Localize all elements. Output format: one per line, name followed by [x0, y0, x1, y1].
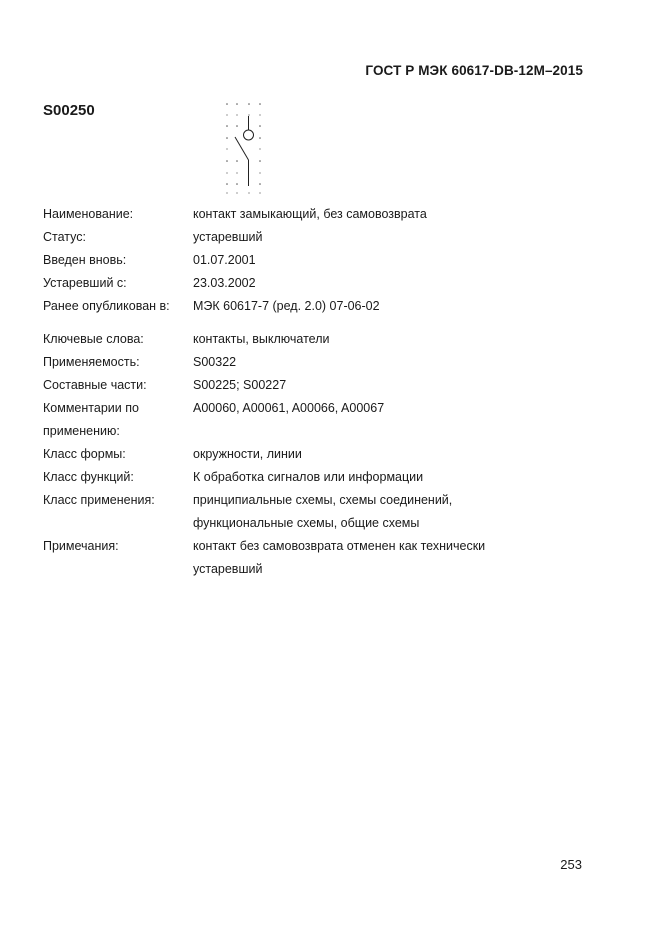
field-value: МЭК 60617-7 (ред. 2.0) 07-06-02 — [193, 299, 380, 313]
field-value: К обработка сигналов или информации — [193, 470, 424, 484]
field-label: Ранее опубликован в: — [43, 299, 170, 313]
field-row-application-class — [43, 489, 603, 512]
field-value: 23.03.2002 — [193, 276, 256, 290]
field-label: Применяемость: — [43, 355, 140, 369]
make-contact-symbol-icon — [215, 95, 270, 200]
field-value: A00060, A00061, A00066, A00067 — [193, 401, 385, 415]
field-label: Комментарии по — [43, 401, 139, 415]
field-value: устаревший — [193, 230, 263, 244]
field-label — [43, 512, 193, 535]
field-value: устаревший — [193, 562, 263, 576]
field-label: Наименование: — [43, 207, 134, 221]
symbol-properties — [43, 203, 603, 581]
field-label: применению: — [43, 424, 120, 438]
field-value — [193, 420, 603, 443]
field-label: Класс формы: — [43, 447, 126, 461]
field-value: окружности, линии — [193, 447, 302, 461]
field-row-obsolete-since — [43, 272, 603, 295]
field-label: Введен вновь: — [43, 253, 127, 267]
field-row-notes — [43, 535, 603, 558]
field-row-keywords — [43, 328, 603, 351]
symbol-id: S00250 — [43, 102, 95, 119]
field-value: 01.07.2001 — [193, 253, 256, 267]
field-row-components — [43, 374, 603, 397]
field-value: контакт без самовозврата отменен как технически — [193, 539, 486, 553]
field-label: Примечания: — [43, 539, 119, 553]
field-row-shape-class — [43, 443, 603, 466]
field-value: функциональные схемы, общие схемы — [193, 516, 420, 530]
field-row-status — [43, 226, 603, 249]
field-row-application-class-cont — [43, 512, 603, 535]
field-row-notes-cont — [43, 558, 603, 581]
page-number: 253 — [560, 857, 582, 872]
field-value: контакты, выключатели — [193, 332, 330, 346]
field-row-function-class — [43, 466, 603, 489]
field-label: Статус: — [43, 230, 86, 244]
section-gap — [43, 318, 603, 328]
field-row-applicability — [43, 351, 603, 374]
field-label: Ключевые слова: — [43, 332, 144, 346]
field-label: Класс функций: — [43, 470, 134, 484]
field-label: Составные части: — [43, 378, 147, 392]
field-row-previously-published — [43, 295, 603, 318]
field-label — [43, 558, 193, 581]
field-label: Устаревший с: — [43, 276, 127, 290]
standard-header: ГОСТ Р МЭК 60617-DB-12M–2015 — [365, 63, 583, 78]
field-row-application-comments-cont — [43, 420, 603, 443]
field-value: контакт замыкающий, без самовозврата — [193, 207, 427, 221]
field-value: S00322 — [193, 355, 237, 369]
field-value: принципиальные схемы, схемы соединений, — [193, 493, 453, 507]
field-label: Класс применения: — [43, 493, 155, 507]
field-row-application-comments — [43, 397, 603, 420]
field-value: S00225; S00227 — [193, 378, 287, 392]
field-row-name — [43, 203, 603, 226]
field-row-introduced — [43, 249, 603, 272]
